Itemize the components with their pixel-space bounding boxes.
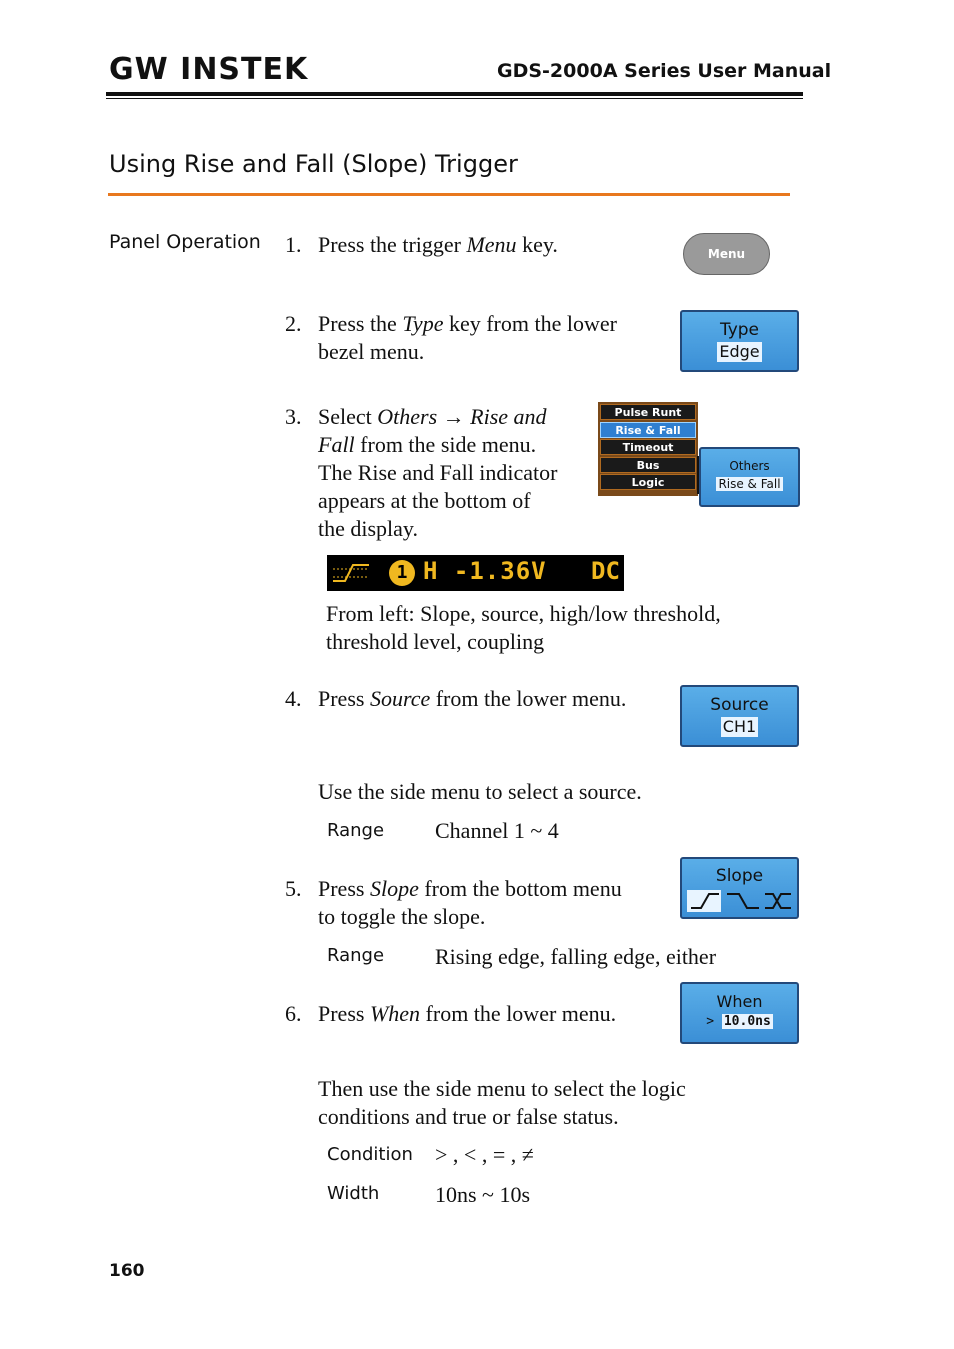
step-6: [285, 1000, 670, 1030]
side-menu-item[interactable]: Logic: [600, 474, 696, 490]
source-softkey[interactable]: [680, 685, 799, 747]
softkey-title: When: [716, 992, 763, 1011]
width-value: 10ns ~ 10s: [435, 1182, 531, 1207]
trigger-side-menu: [598, 402, 698, 496]
step-text: Press: [318, 686, 370, 711]
step-text: Press the trigger: [318, 232, 467, 257]
manual-title: GDS-2000A Series User Manual: [497, 60, 832, 82]
step-text: Press the: [318, 311, 403, 336]
when-softkey[interactable]: [680, 982, 799, 1044]
step-keyword: Others: [377, 404, 438, 429]
step-5: [285, 875, 670, 933]
step-text: Select: [318, 404, 378, 429]
step-text: from the side menu.: [354, 432, 537, 457]
width-label: Width: [327, 1183, 380, 1204]
softkey-title: Source: [710, 695, 769, 715]
step-number: 6.: [285, 1001, 302, 1026]
step-text: key.: [516, 232, 558, 257]
slope-softkey[interactable]: [680, 857, 799, 919]
condition-value: > , < , = , ≠: [435, 1142, 534, 1167]
step-text: to toggle the slope.: [318, 904, 486, 929]
caption-line: From left: Slope, source, high/low threshold,: [326, 601, 721, 626]
softkey-value: CH1: [722, 717, 757, 736]
arrow-icon: →: [437, 404, 471, 429]
step-text: the display.: [318, 516, 418, 541]
step-text: The Rise and Fall indicator: [318, 460, 558, 485]
step-text: Press: [318, 1001, 370, 1026]
side-menu-item[interactable]: Bus: [600, 457, 696, 473]
menu-key[interactable]: Menu: [683, 233, 770, 275]
step-number: 2.: [285, 311, 302, 336]
side-menu-item[interactable]: Pulse Runt: [600, 404, 696, 420]
softkey-title: Type: [719, 320, 760, 340]
section-rule: [108, 193, 790, 196]
header-rule-thin: [106, 98, 803, 99]
step-number: 4.: [285, 686, 302, 711]
threshold-readout: H -1.36V: [423, 557, 547, 585]
step-keyword: Source: [369, 686, 431, 711]
page-number: 160: [109, 1261, 145, 1281]
type-softkey[interactable]: [680, 310, 799, 372]
step-2: [285, 310, 670, 368]
step-keyword: Fall: [318, 432, 355, 457]
caption-line: threshold level, coupling: [326, 629, 545, 654]
channel-badge: 1: [389, 560, 415, 586]
softkey-value: Edge: [719, 342, 760, 361]
section-title: Using Rise and Fall (Slope) Trigger: [109, 150, 518, 178]
step-text: key from the lower: [443, 311, 617, 336]
softkey-value-row: [682, 1014, 797, 1029]
step-text: from the lower menu.: [430, 686, 627, 711]
condition-label: Condition: [327, 1144, 413, 1165]
step-1: [285, 231, 665, 261]
range-label: Range: [327, 820, 385, 841]
step-number: 5.: [285, 876, 302, 901]
step-keyword: Type: [402, 311, 444, 336]
side-menu-item[interactable]: Timeout: [600, 439, 696, 455]
hint-line: Then use the side menu to select the logic: [318, 1076, 686, 1101]
condition-symbol: >: [706, 1014, 715, 1029]
slope-indicator-icon: [331, 559, 371, 587]
header-rule: [106, 92, 803, 96]
softkey-value: 10.0ns: [723, 1014, 771, 1029]
step-number: 3.: [285, 404, 302, 429]
softkey-title: Others: [729, 459, 770, 473]
brand-logo: GW INSTEK: [109, 52, 309, 87]
range-value: Rising edge, falling edge, either: [435, 944, 717, 969]
step-text: from the bottom menu: [418, 876, 622, 901]
step-keyword: Slope: [369, 876, 419, 901]
step-keyword: When: [369, 1001, 421, 1026]
softkey-title: Slope: [715, 866, 764, 886]
step-4: [285, 685, 670, 715]
indicator-caption: [326, 600, 721, 656]
coupling-readout: DC: [591, 557, 620, 585]
step-text: appears at the bottom of: [318, 488, 531, 513]
trigger-indicator: [327, 555, 624, 591]
step-text: bezel menu.: [318, 339, 425, 364]
step-keyword: Menu: [466, 232, 517, 257]
softkey-value: Rise & Fall: [718, 477, 781, 491]
side-menu-item[interactable]: Rise & Fall: [600, 422, 696, 438]
step-text: Press: [318, 876, 370, 901]
step-text: from the lower menu.: [420, 1001, 617, 1026]
hint-line: conditions and true or false status.: [318, 1104, 619, 1129]
others-softkey[interactable]: [699, 447, 800, 507]
range-value: Channel 1 ~ 4: [435, 818, 559, 843]
step-3: [285, 403, 595, 548]
step-keyword: Rise and: [470, 404, 547, 429]
range-label: Range: [327, 945, 385, 966]
when-hint: [318, 1075, 686, 1131]
source-hint: Use the side menu to select a source.: [318, 779, 642, 804]
side-label: Panel Operation: [109, 231, 261, 253]
step-number: 1.: [285, 232, 302, 257]
slope-options-icon: [685, 890, 795, 912]
